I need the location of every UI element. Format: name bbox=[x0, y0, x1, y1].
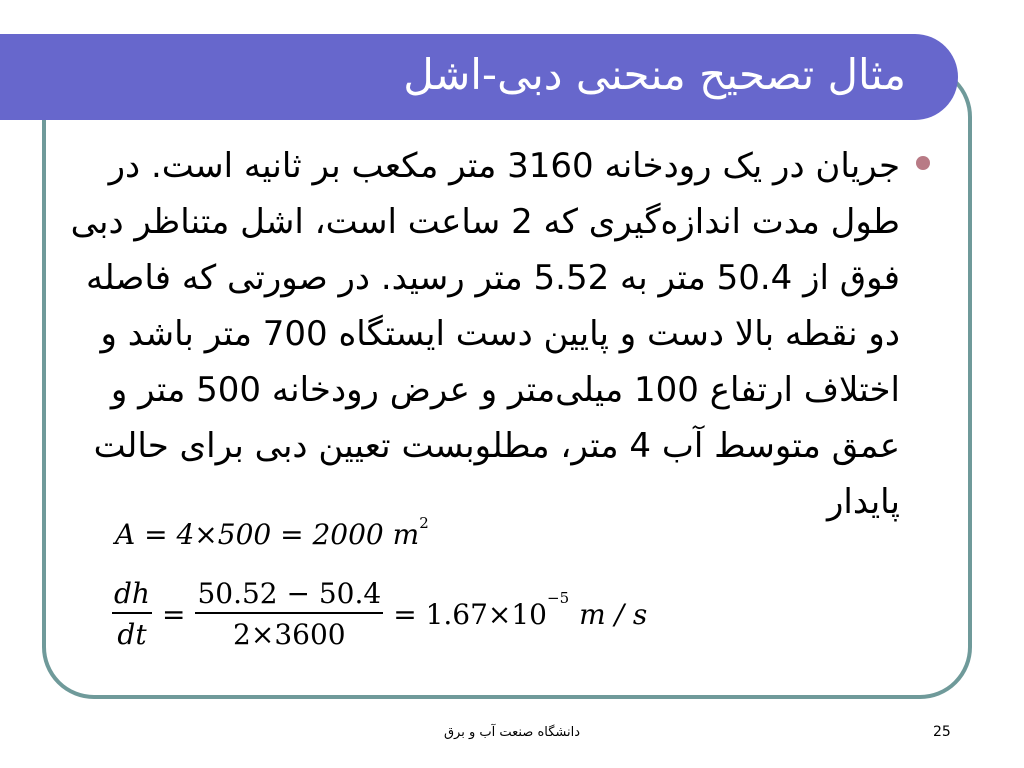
fraction-numerator: dh bbox=[112, 577, 152, 614]
page-number: 25 bbox=[933, 724, 951, 740]
slide-body bbox=[70, 138, 930, 530]
result-unit: m / s bbox=[579, 597, 648, 631]
result-exponent: −5 bbox=[547, 589, 570, 608]
fraction-dh-dt bbox=[112, 577, 152, 651]
equation-slope bbox=[112, 577, 647, 651]
equation-area-unit: m bbox=[392, 518, 420, 551]
body-text: جریان در یک رودخانه 3160 متر مکعب بر ثانیه است. در طول مدت اندازه‌گیری که 2 ساعت است، اشل متناظر دبی فوق از 50.4 متر به 5.52 متر رسید. در صورتی که فاصله دو نقطه بالا دست و پایین دست ایستگاه 700 متر باشد و اختلاف ارتفاع 100 میلی‌متر و عرض رودخانه 500 متر و عمق متوسط آب 4 متر، مطلوبست تعیین دبی برای حالت پایدار bbox=[70, 146, 900, 522]
slide-title: مثال تصحیح منحنی دبی-اشل bbox=[403, 50, 906, 99]
equation-area bbox=[115, 513, 429, 551]
equation-area-exponent: 2 bbox=[419, 513, 429, 532]
bullet-icon bbox=[916, 156, 930, 170]
fraction-denominator: dt bbox=[117, 618, 147, 651]
result-mantissa: = 1.67×10 bbox=[393, 597, 547, 631]
result-value bbox=[393, 589, 570, 631]
footer-text: دانشگاه صنعت آب و برق bbox=[443, 725, 581, 740]
equation-area-lhs: A = 4×500 = 2000 bbox=[115, 518, 384, 551]
fraction-denominator: 2×3600 bbox=[233, 618, 346, 651]
equals-sign: = bbox=[161, 597, 186, 631]
fraction-values bbox=[195, 577, 383, 651]
fraction-numerator: 50.52 − 50.4 bbox=[195, 577, 383, 614]
